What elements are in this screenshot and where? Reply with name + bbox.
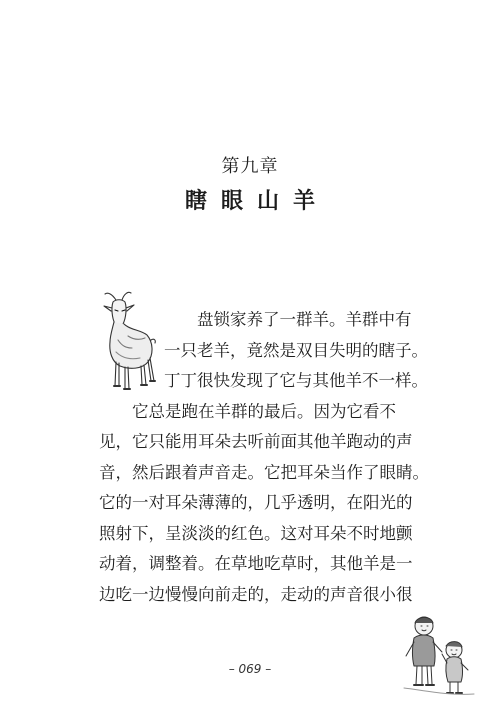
body-line: 一只老羊，竟然是双目失明的瞎子。 xyxy=(164,340,428,360)
body-text xyxy=(99,305,429,610)
body-line: 盘锁家养了一群羊。羊群中有 xyxy=(197,310,412,329)
body-line: 照射下，呈淡淡的红色。这对耳朵不时地颤 xyxy=(99,523,413,543)
body-line: 它总是跑在羊群的最后。因为它看不 xyxy=(132,401,396,421)
chapter-title: 瞎眼山羊 xyxy=(184,189,329,214)
body-line: 动着，调整着。在草地吃草时，其他羊是一 xyxy=(99,554,413,573)
body-line: 见，它只能用耳朵去听前面其他羊跑动的声 xyxy=(99,432,413,451)
chapter-label: 第九章 xyxy=(221,156,279,177)
body-line: 边吃一边慢慢向前走的，走动的声音很小很 xyxy=(99,584,413,604)
body-line: 丁丁很快发现了它与其他羊不一样。 xyxy=(164,371,428,390)
children-illustration xyxy=(398,612,478,696)
page-number: – 069 – xyxy=(228,662,272,676)
body-line: 它的一对耳朵薄薄的，几乎透明，在阳光的 xyxy=(99,493,413,512)
body-line: 音，然后跟着声音走。它把耳朵当作了眼睛。 xyxy=(99,462,429,482)
